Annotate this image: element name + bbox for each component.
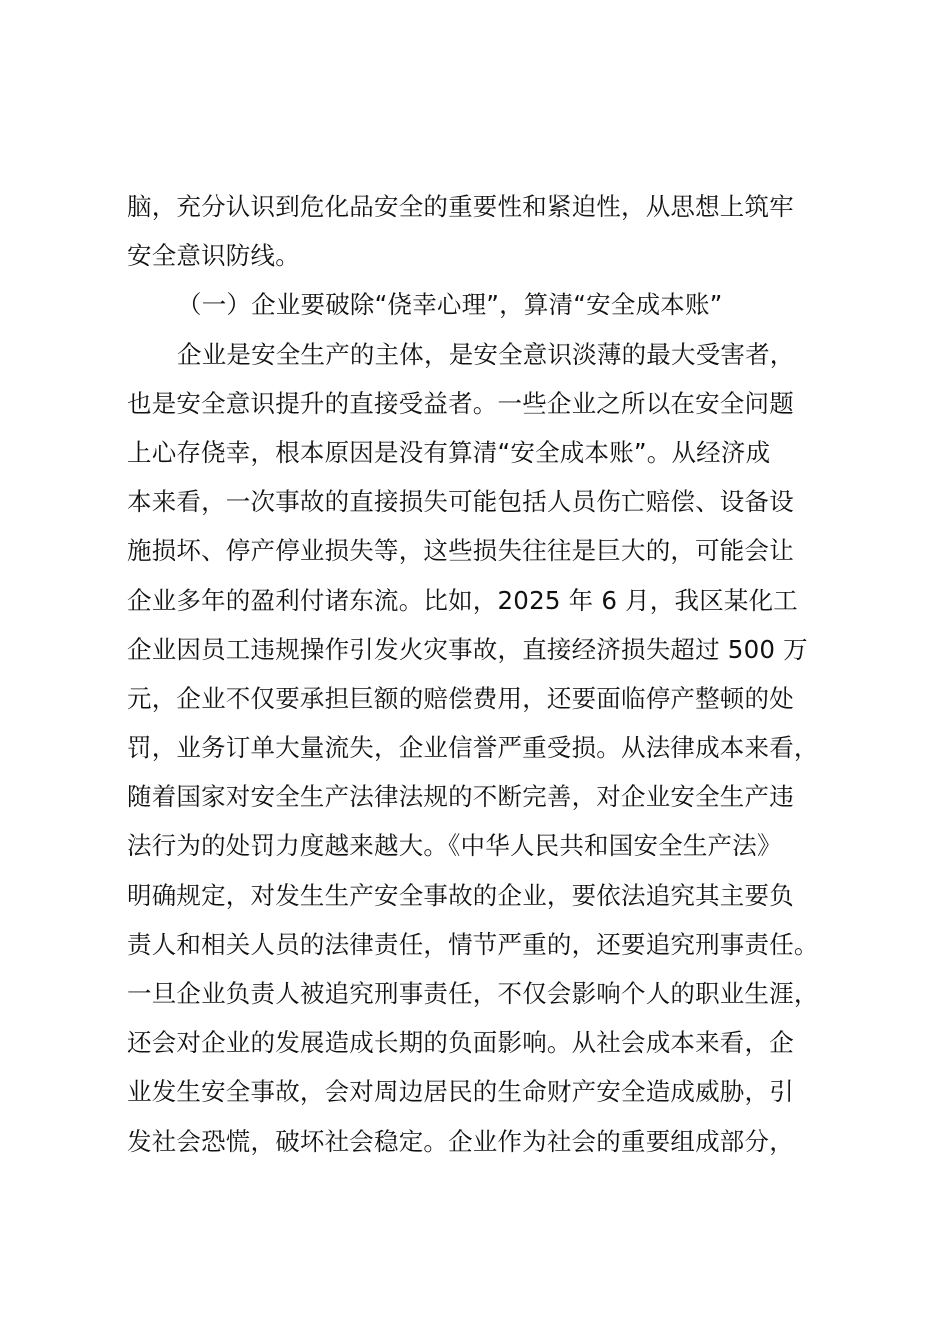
text-line: 企业因员工违规操作引发火灾事故，直接经济损失超过 500 万 [127,634,808,664]
text-line: 一旦企业负责人被追究刑事责任，不仅会影响个人的职业生涯， [127,979,819,1008]
text-line: 企业是安全生产的主体，是安全意识淡薄的最大受害者， [177,339,795,369]
text-line: （一）企业要破除“侥幸心理”，算清“安全成本账” [177,290,723,320]
text-line: 安全意识防线。 [127,241,300,271]
text-line: 发社会恐慌，破坏社会稳定。企业作为社会的重要组成部分， [127,1126,794,1156]
text-line: 元，企业不仅要承担巨额的赔偿费用，还要面临停产整顿的处 [127,683,794,713]
text-line: 本来看，一次事故的直接损失可能包括人员伤亡赔偿、设备设 [127,487,794,517]
text-line: 也是安全意识提升的直接受益者。一些企业之所以在安全问题 [127,388,794,418]
text-line: 施损坏、停产停业损失等，这些损失往往是巨大的，可能会让 [127,536,794,566]
text-line: 还会对企业的发展造成长期的负面影响。从社会成本来看，企 [127,1028,794,1058]
text-line: 脑，充分认识到危化品安全的重要性和紧迫性，从思想上筑牢 [127,192,794,221]
text-line: 责人和相关人员的法律责任，情节严重的，还要追究刑事责任。 [127,929,819,959]
text-line: 明确规定，对发生生产安全事故的企业，要依法追究其主要负 [127,880,794,910]
text-line: 法行为的处罚力度越来越大。《中华人民共和国安全生产法》 [127,831,782,861]
text-line: 随着国家对安全生产法律法规的不断完善，对企业安全生产违 [127,782,794,812]
text-line: 罚，业务订单大量流失，企业信誉严重受损。从法律成本来看， [127,733,819,763]
document-body [127,182,867,1166]
text-line: 企业多年的盈利付诸东流。比如，2025 年 6 月，我区某化工 [127,585,798,615]
text-line: 上心存侥幸，根本原因是没有算清“安全成本账”。从经济成 [127,437,771,467]
text-line: 业发生安全事故，会对周边居民的生命财产安全造成威胁，引 [127,1077,794,1107]
